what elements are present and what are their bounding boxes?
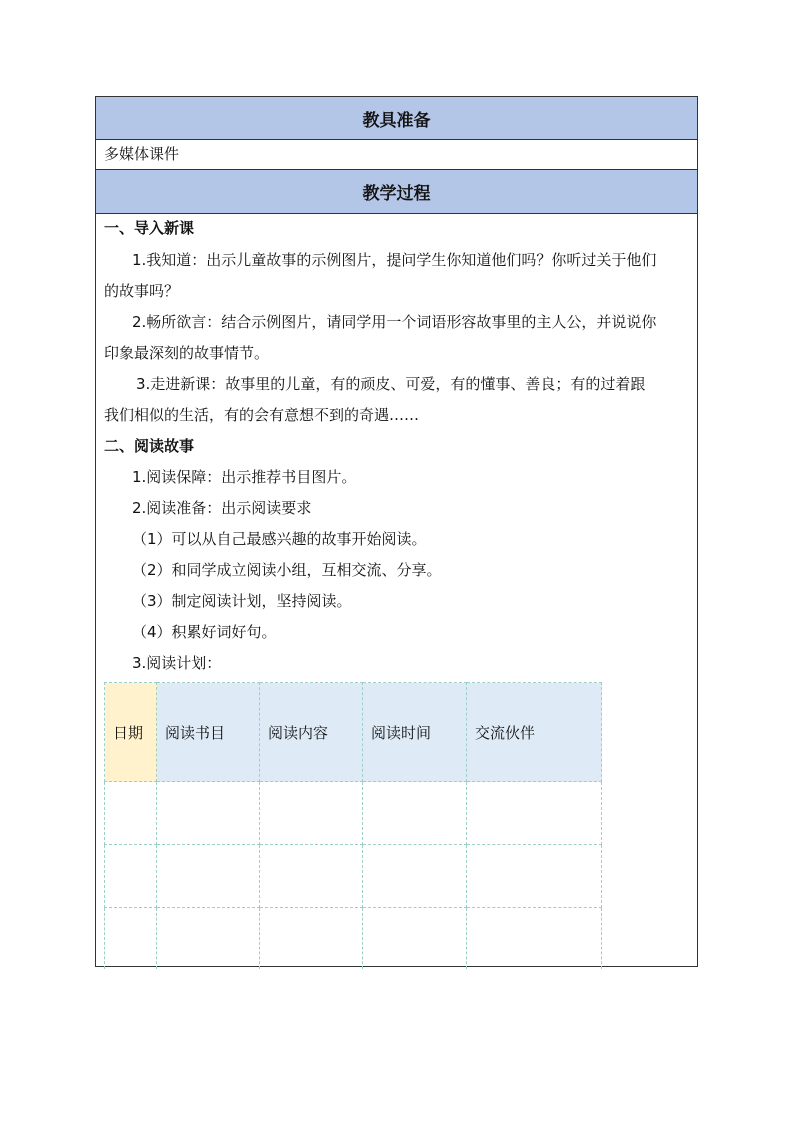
lesson-plan-table	[95, 96, 698, 967]
section-header-tools: 教具准备	[96, 97, 697, 140]
header-partner: 交流伙伴	[467, 683, 602, 782]
section-header-process: 教学过程	[96, 170, 697, 214]
requirement-1: （1）可以从自己最感兴趣的故事开始阅读。	[132, 530, 427, 548]
item1-line1: 1.我知道：出示儿童故事的示例图片，提问学生你知道他们吗？你听过关于他们	[132, 251, 657, 269]
header-content: 阅读内容	[260, 683, 363, 782]
read-item-2: 2.阅读准备：出示阅读要求	[132, 499, 312, 517]
table-cell	[157, 782, 260, 845]
table-cell	[105, 782, 157, 845]
table-cell	[467, 782, 602, 845]
item2-line2: 印象最深刻的故事情节。	[104, 344, 270, 362]
header-book: 阅读书目	[157, 683, 260, 782]
item1-line2: 的故事吗？	[104, 282, 180, 300]
table-cell	[467, 845, 602, 908]
table-cell	[157, 908, 260, 970]
part2-heading: 二、阅读故事	[104, 437, 195, 455]
item2-line1: 2.畅所欲言：结合示例图片，请同学用一个词语形容故事里的主人公，并说说你	[132, 313, 657, 331]
table-cell	[467, 908, 602, 970]
table-cell	[363, 908, 467, 970]
header-date: 日期	[105, 683, 157, 782]
table-cell	[260, 908, 363, 970]
plan-header-row	[105, 683, 602, 782]
reading-plan-table	[104, 682, 602, 969]
tools-content: 多媒体课件	[96, 139, 697, 170]
requirement-4: （4）积累好词好句。	[132, 623, 277, 641]
table-row	[105, 782, 602, 845]
table-cell	[363, 845, 467, 908]
table-cell	[260, 782, 363, 845]
table-row	[105, 845, 602, 908]
item3-line1: 3.走进新课：故事里的儿童，有的顽皮、可爱，有的懂事、善良；有的过着跟	[136, 375, 646, 393]
header-time: 阅读时间	[363, 683, 467, 782]
item3-line2: 我们相似的生活，有的会有意想不到的奇遇……	[104, 406, 420, 424]
table-cell	[157, 845, 260, 908]
read-item-1: 1.阅读保障：出示推荐书目图片。	[132, 468, 357, 486]
table-row	[105, 908, 602, 970]
requirement-2: （2）和同学成立阅读小组，互相交流、分享。	[132, 561, 442, 579]
table-cell	[105, 908, 157, 970]
read-item-3: 3.阅读计划：	[132, 654, 222, 672]
table-cell	[105, 845, 157, 908]
table-cell	[363, 782, 467, 845]
part1-heading: 一、导入新课	[104, 219, 195, 237]
requirement-3: （3）制定阅读计划，坚持阅读。	[132, 592, 352, 610]
table-cell	[260, 845, 363, 908]
